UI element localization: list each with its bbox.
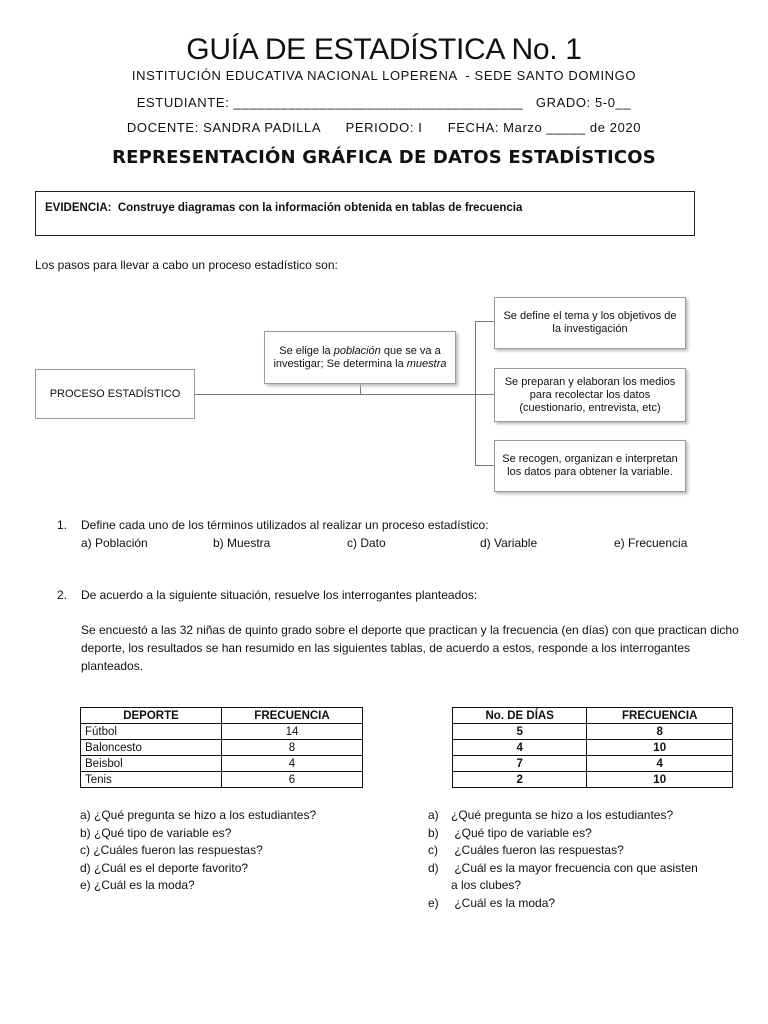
list-item	[428, 861, 728, 879]
process-step1-box	[494, 297, 686, 349]
list-letter: c)	[428, 843, 438, 857]
step1-label: Se define el tema y los objetivos de la investigación	[503, 310, 677, 335]
table-cell: 7	[453, 756, 587, 772]
connector-vertical	[475, 321, 476, 465]
evidence-text: EVIDENCIA: Construye diagramas con la información obtenida en tablas de frecuencia	[45, 202, 523, 214]
process-root-label: PROCESO ESTADÍSTICO	[49, 387, 181, 400]
questions-right-list	[428, 808, 728, 913]
q2-situation: Se encuestó a las 32 niñas de quinto grado sobre el deporte que practican y la frecuencia (en días) con que practican dicho deporte, los resultados se han resumido en las siguientes tablas, de acuerdo a estos, responde a los interrogantes planteados.	[81, 623, 739, 673]
q2-text: De acuerdo a la siguiente situación, resuelve los interrogantes planteados:	[81, 588, 478, 602]
q1-number: 1.	[57, 518, 68, 532]
list-letter: d)	[428, 860, 439, 875]
connector-main	[195, 394, 478, 395]
step2-label: Se preparan y elaboran los medios para recolectar los datos (cuestionario, entrevista, etc)	[504, 375, 676, 414]
table-row	[453, 756, 733, 772]
table-cell: 6	[222, 772, 363, 788]
q1-option-e: e) Frecuencia	[614, 536, 688, 550]
days-frequency-table	[452, 707, 733, 788]
q1-option-d: d) Variable	[480, 536, 538, 550]
intro-text: Los pasos para llevar a cabo un proceso estadístico son:	[35, 258, 338, 272]
list-item	[428, 826, 728, 844]
list-text: ¿Cuál es la moda?	[451, 895, 556, 910]
list-text: ¿Qué tipo de variable es?	[451, 825, 592, 840]
table-row	[81, 724, 363, 740]
list-text: a los clubes?	[451, 878, 522, 892]
list-item: a) ¿Qué pregunta se hizo a los estudiantes?	[80, 808, 317, 822]
table-cell: 14	[222, 724, 363, 740]
middle-text-population: población	[333, 344, 381, 357]
list-item	[428, 843, 728, 861]
student-line: ESTUDIANTE: _____________________________________ GRADO: 5-0__	[136, 95, 632, 110]
middle-text-1: Se elige la	[279, 344, 334, 357]
connector-step3	[475, 465, 494, 466]
teacher-line: DOCENTE: SANDRA PADILLA PERIODO: I FECHA: Marzo _____ de 2020	[126, 120, 642, 135]
list-item	[428, 878, 728, 896]
process-middle-box	[264, 331, 456, 384]
table-row	[453, 724, 733, 740]
list-text: ¿Qué pregunta se hizo a los estudiantes?	[451, 808, 674, 822]
list-item	[428, 896, 728, 914]
list-text: ¿Cuáles fueron las respuestas?	[451, 843, 624, 857]
process-step2-box	[494, 368, 686, 422]
step3-label: Se recogen, organizan e interpretan los datos para obtener la variable.	[502, 453, 678, 478]
table-header-row	[453, 708, 733, 724]
middle-text-sample: muestra	[406, 357, 447, 370]
list-item: b) ¿Qué tipo de variable es?	[80, 825, 232, 840]
list-letter: a)	[428, 808, 439, 822]
table-cell: 8	[587, 724, 733, 740]
list-item: c) ¿Cuáles fueron las respuestas?	[80, 843, 263, 857]
list-item	[428, 808, 728, 826]
list-letter: e)	[428, 895, 439, 910]
connector-middle	[360, 384, 361, 394]
table-header-row	[81, 708, 363, 724]
table-header: No. DE DÍAS	[453, 708, 587, 724]
q1-text: Define cada uno de los términos utilizados al realizar un proceso estadístico:	[81, 518, 489, 532]
table-cell: 2	[453, 772, 587, 788]
table-row	[81, 756, 363, 772]
page-title: GUÍA DE ESTADÍSTICA No. 1	[186, 33, 582, 66]
table-cell: Baloncesto	[81, 740, 222, 756]
table-cell: Tenis	[81, 772, 222, 788]
list-letter: b)	[428, 825, 439, 840]
sports-frequency-table	[80, 707, 363, 788]
table-cell: 10	[587, 740, 733, 756]
list-item: d) ¿Cuál es el deporte favorito?	[80, 860, 249, 875]
table-row	[81, 772, 363, 788]
table-cell: 4	[453, 740, 587, 756]
table-cell: Fútbol	[81, 724, 222, 740]
middle-text-2: que se va a investigar; Se determina la	[273, 344, 441, 370]
table-header: FRECUENCIA	[587, 708, 733, 724]
institution-line: INSTITUCIÓN EDUCATIVA NACIONAL LOPERENA - SEDE SANTO DOMINGO	[131, 68, 637, 83]
connector-step1	[475, 321, 494, 322]
questions-left-list	[80, 808, 316, 896]
table-row	[453, 740, 733, 756]
table-cell: 10	[587, 772, 733, 788]
q2-number: 2.	[57, 588, 68, 602]
table-row	[453, 772, 733, 788]
table-cell: 5	[453, 724, 587, 740]
table-cell: 8	[222, 740, 363, 756]
process-middle-label	[271, 345, 449, 371]
table-cell: Beisbol	[81, 756, 222, 772]
table-row	[81, 740, 363, 756]
table-cell: 4	[587, 756, 733, 772]
q1-option-a: a) Población	[81, 536, 148, 550]
table-header: FRECUENCIA	[222, 708, 363, 724]
list-text: ¿Cuál es la mayor frecuencia con que asisten	[451, 860, 698, 875]
list-item: e) ¿Cuál es la moda?	[80, 878, 195, 892]
q1-option-c: c) Dato	[347, 536, 386, 550]
section-subtitle: REPRESENTACIÓN GRÁFICA DE DATOS ESTADÍSTICOS	[112, 147, 656, 168]
connector-step2	[475, 394, 494, 395]
q1-option-b: b) Muestra	[213, 536, 271, 550]
process-step3-box	[494, 440, 686, 492]
process-root-box	[35, 369, 195, 419]
table-cell: 4	[222, 756, 363, 772]
table-header: DEPORTE	[81, 708, 222, 724]
evidence-box	[35, 191, 695, 236]
